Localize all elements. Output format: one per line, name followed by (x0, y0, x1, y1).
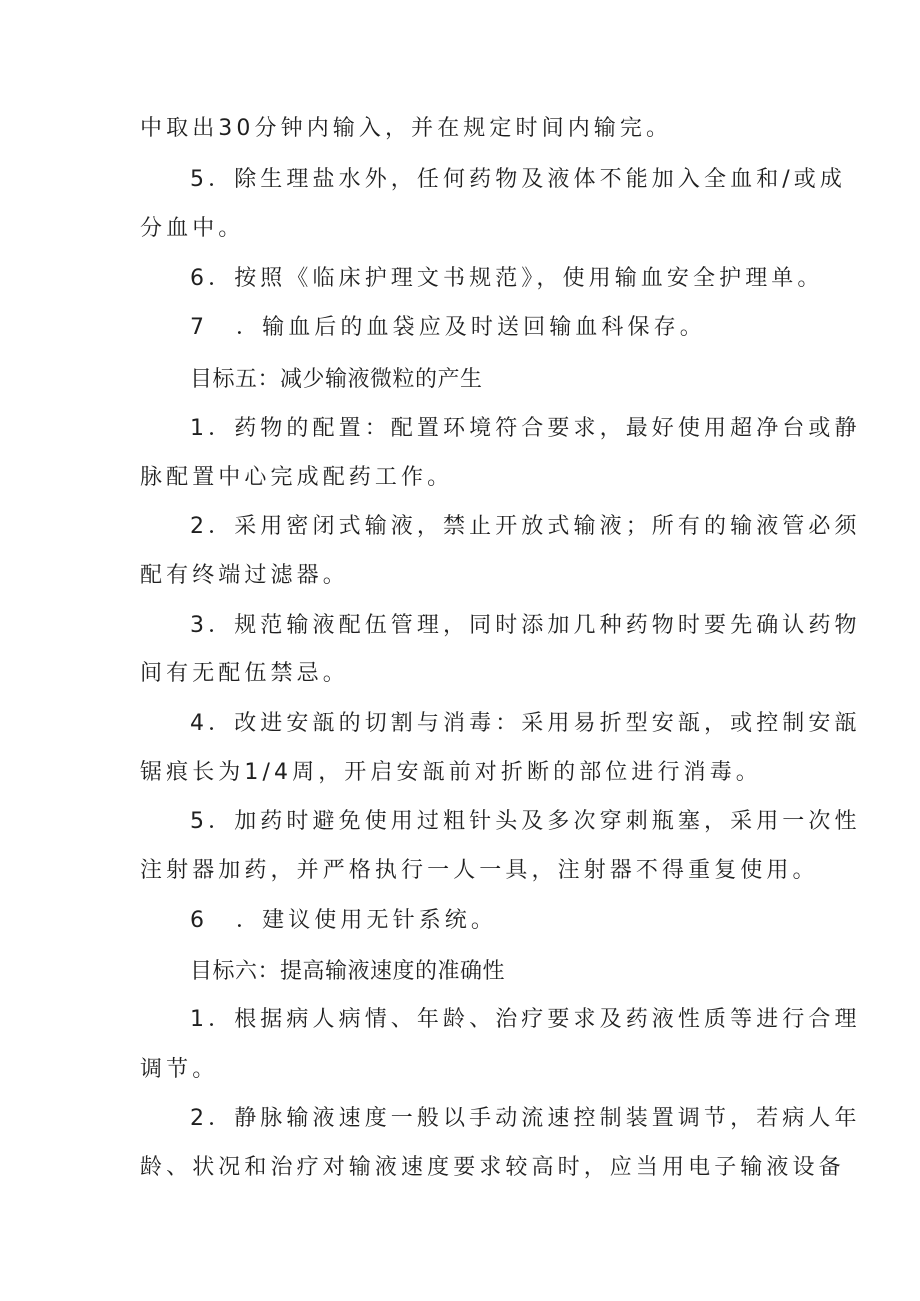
body-line: 分血中。 (140, 216, 245, 241)
body-line: 4．改进安瓿的切割与消毒：采用易折型安瓿，或控制安瓿 (190, 711, 861, 736)
body-line: 1．药物的配置：配置环境符合要求，最好使用超净台或静 (190, 416, 861, 441)
body-line: 脉配置中心完成配药工作。 (140, 465, 454, 490)
list-number: 6 (190, 908, 209, 933)
body-line: 龄、状况和治疗对输液速度要求较高时，应当用电子输液设备 (140, 1155, 845, 1180)
body-line: 间有无配伍禁忌。 (140, 661, 349, 686)
section-heading: 目标六：提高输液速度的准确性 (190, 958, 506, 983)
body-line: 2．采用密闭式输液，禁止开放式输液；所有的输液管必须 (190, 514, 861, 539)
body-line: 中取出30分钟内输入，并在规定时间内输完。 (140, 116, 673, 141)
body-line: 注射器加药，并严格执行一人一具，注射器不得重复使用。 (140, 858, 819, 883)
list-number: 7 (190, 315, 209, 340)
body-line: 锯痕长为1/4周，开启安瓿前对折断的部位进行消毒。 (140, 760, 762, 785)
body-line-text: ．建议使用无针系统。 (236, 908, 498, 933)
body-line: 调节。 (140, 1057, 219, 1082)
body-line: 6．按照《临床护理文书规范》，使用输血安全护理单。 (190, 266, 824, 291)
body-line: 5．除生理盐水外，任何药物及液体不能加入全血和/或成 (190, 167, 847, 192)
body-line: 1．根据病人病情、年龄、治疗要求及药液性质等进行合理 (190, 1007, 861, 1032)
body-line-text: ．输血后的血袋应及时送回输血科保存。 (236, 315, 706, 340)
body-line: 3．规范输液配伍管理，同时添加几种药物时要先确认药物 (190, 613, 861, 638)
body-line-item-number (190, 906, 840, 936)
body-line: 配有终端过滤器。 (140, 563, 349, 588)
body-line: 2．静脉输液速度一般以手动流速控制装置调节，若病人年 (190, 1106, 861, 1131)
body-line-item-number (190, 313, 840, 343)
body-line: 5．加药时避免使用过粗针头及多次穿刺瓶塞，采用一次性 (190, 809, 861, 834)
section-heading: 目标五：减少输液微粒的产生 (190, 366, 483, 391)
